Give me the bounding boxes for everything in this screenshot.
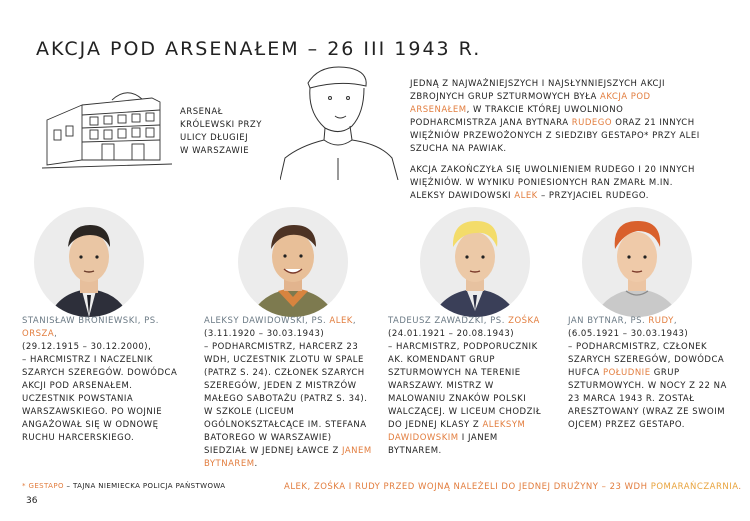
building-caption: [180, 106, 275, 158]
caption-line: KRÓLEWSKI PRZY: [180, 120, 262, 130]
footnote: [22, 482, 226, 490]
person-dates: (24.01.1921 – 20.08.1943): [388, 329, 515, 339]
text: GRUP SZTURMOWYCH. W NOCY Z 22 NA 23 MARCA 1943 R. ZOSTAŁ ARESZTOWANY (WRAZ ZE SWOIM OJCEM) PRZEZ GESTAPO.: [568, 368, 727, 430]
page-number: 36: [26, 496, 38, 506]
portrait-bytnar: [582, 207, 692, 317]
person-dawidowski: [204, 315, 372, 471]
highlight: POŁUDNIE: [602, 368, 651, 378]
person-name-line: [388, 315, 546, 328]
text: ,: [54, 329, 58, 339]
text: .: [254, 459, 258, 469]
intro-paragraph-1: [410, 78, 710, 156]
text: – PODHARCMISTRZ, CZŁONEK SZARYCH SZEREGÓW, DOWÓDCA HUFCA: [568, 342, 725, 378]
highlight: JANEM BYTNAREM: [204, 446, 372, 469]
intro-paragraph-2: [410, 164, 710, 203]
bottom-note: [284, 482, 742, 492]
person-bio: – HARCMISTRZ I NACZELNIK SZARYCH SZEREGÓW. DOWÓDCA AKCJI POD ARSENAŁEM. UCZESTNIK POWSTANIA WARSZAWSKIEGO. PO WOJNIE ANGAŻOWAŁ SIĘ W ODNOWĘ RUCHU HARCERSKIEGO.: [22, 355, 178, 443]
person-pseudonym: ORSZA: [22, 329, 55, 339]
portrait-dawidowski: [238, 207, 348, 317]
arsenal-building-illustration: [42, 80, 172, 170]
person-dates: (6.05.1921 – 30.03.1943): [568, 329, 689, 339]
footnote-term: * GESTAPO: [22, 482, 64, 490]
text: , W TRAKCIE KTÓREJ UWOLNIONO PODHARCMISTRZA JANA BYTNARA: [410, 105, 624, 128]
text: – PODHARCMISTRZ, HARCERZ 23 WDH, UCZESTNIK ZLOTU W SPALE (PATRZ S. 24). CZŁONEK SZARYCH SZEREGÓW, JEDEN Z MISTRZÓW MAŁEGO SABOTAŻU (PATRZ S. 34). W SZKOLE (LICEUM OGÓLNOKSZTAŁCĄCE IM. STEFANA BATOREGO W WARSZAWIE) SIEDZIAŁ W JEDNEJ ŁAWCE Z: [204, 342, 368, 456]
text: ORAZ 21 INNYCH WIĘŹNIÓW PRZEWOŻONYCH Z SIEDZIBY GESTAPO* PRZY ALEI SZUCHA NA PAWIAK.: [410, 118, 700, 154]
person-dates: (29.12.1915 – 30.12.2000),: [22, 342, 152, 352]
text: JEDNĄ Z NAJWAŻNIEJSZYCH I NAJSŁYNNIEJSZYCH AKCJI ZBROJNYCH GRUP SZTURMOWYCH BYŁA: [410, 79, 665, 102]
person-name-line: [568, 315, 728, 328]
person-bio: [204, 341, 372, 471]
text: AKCJA ZAKOŃCZYŁA SIĘ UWOLNIENIEM RUDEGO I 20 INNYCH WIĘŹNIÓW. W WYNIKU PONIESIONYCH RAN ZMARŁ M.IN. ALEKSY DAWIDOWSKI: [410, 165, 695, 201]
person-broniewski: [22, 315, 182, 445]
person-name-line: [22, 315, 182, 341]
person-zawadzki: [388, 315, 546, 458]
highlight: POMARAŃCZARNIA: [650, 482, 739, 492]
person-name: TADEUSZ ZAWADZKI, PS.: [388, 316, 509, 326]
text: – HARCMISTRZ, PODPORUCZNIK AK. KOMENDANT GRUP SZTURMOWYCH NA TERENIE WARSZAWY. MISTRZ W MALOWANIU ZNAKÓW POLSKI WALCZĄCEJ. W LICEUM CHODZIŁ DO JEDNEJ KLASY Z: [388, 342, 542, 430]
highlight: AKCJA POD ARSENAŁEM: [410, 92, 651, 115]
text: – PRZYJACIEL RUDEGO.: [537, 191, 649, 201]
person-bytnar: [568, 315, 728, 432]
text: .: [738, 482, 742, 492]
highlight: ALEKSYM DAWIDOWSKIM: [388, 420, 526, 443]
person-name: STANISŁAW BRONIEWSKI, PS.: [22, 316, 159, 326]
text: I JANEM BYTNAREM.: [388, 433, 498, 456]
scout-sketch-illustration: [280, 58, 400, 180]
person-pseudonym: ZOŚKA: [508, 316, 540, 326]
caption-line: ULICY DŁUGIEJ: [180, 133, 249, 143]
person-pseudonym: RUDY: [648, 316, 674, 326]
person-bio: [388, 341, 546, 458]
caption-line: W WARSZAWIE: [180, 146, 250, 156]
portrait-zawadzki: [420, 207, 530, 317]
text: ,: [673, 316, 678, 326]
text: ALEK, ZOŚKA I RUDY PRZED WOJNĄ NALEŻELI DO JEDNEJ DRUŻYNY – 23 WDH: [284, 482, 651, 492]
portrait-broniewski: [34, 207, 144, 317]
person-name: JAN BYTNAR, PS.: [568, 316, 649, 326]
highlight: ALEK: [514, 191, 538, 201]
intro-text: [410, 78, 710, 211]
person-name: ALEKSY DAWIDOWSKI, PS.: [204, 316, 330, 326]
highlight: RUDEGO: [571, 118, 613, 128]
person-bio: [568, 341, 728, 432]
caption-line: ARSENAŁ: [180, 107, 223, 117]
text: ,: [352, 316, 357, 326]
person-name-line: [204, 315, 372, 328]
person-pseudonym: ALEK: [329, 316, 353, 326]
page-title: AKCJA POD ARSENAŁEM – 26 III 1943 R.: [36, 38, 482, 60]
person-dates: (3.11.1920 – 30.03.1943): [204, 329, 325, 339]
footnote-text: – TAJNA NIEMIECKA POLICJA PAŃSTWOWA: [63, 482, 226, 490]
